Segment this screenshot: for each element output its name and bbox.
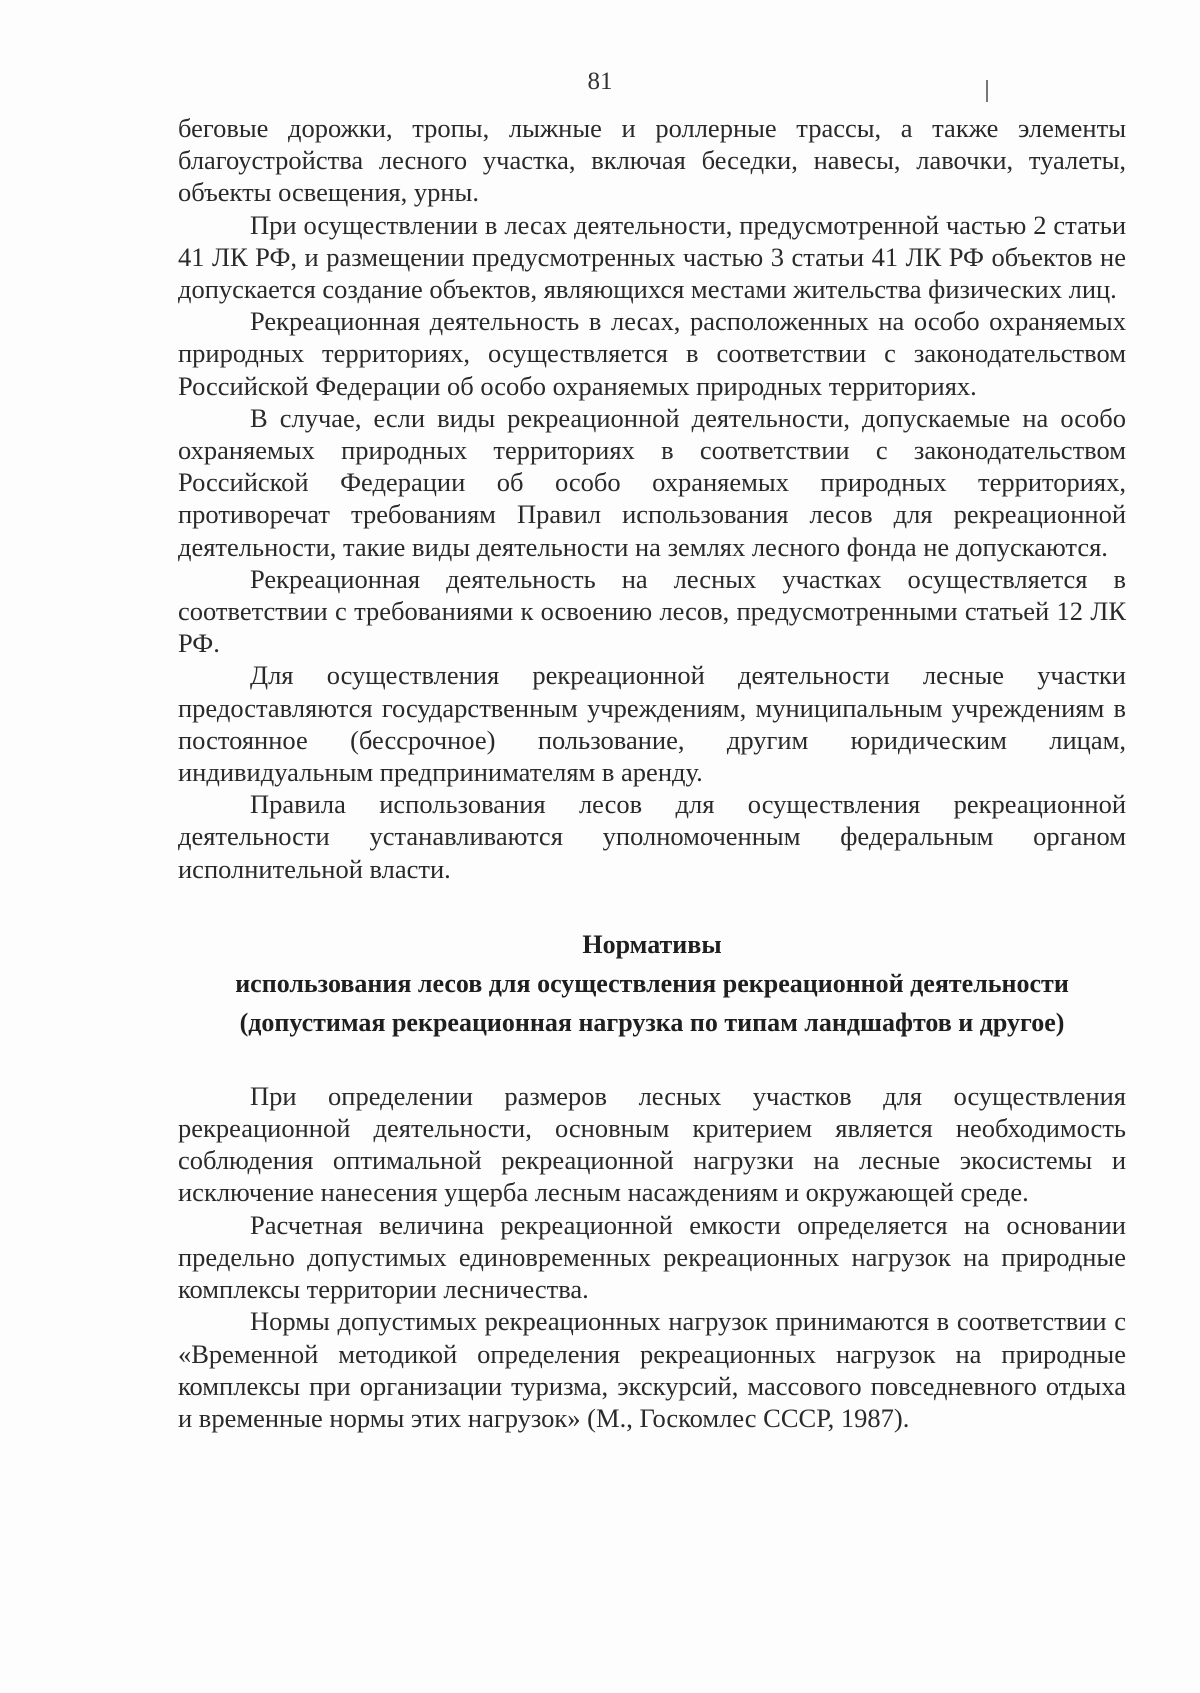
heading-subtitle: использования лесов для осуществления рекреационной деятельности [235, 968, 1069, 998]
section-heading [178, 925, 1126, 1042]
heading-title: Нормативы [582, 929, 722, 959]
paragraph-continuation: беговые дорожки, тропы, лыжные и роллерные трассы, а также элементы благоустройства лесного участка, включая беседки, навесы, лавочки, туалеты, объекты освещения, урны. [178, 113, 1126, 208]
paragraph: Расчетная величина рекреационной емкости определяется на основании предельно допустимых единовременных рекреационных нагрузок на природные комплексы территории лесничества. [178, 1209, 1126, 1305]
paragraph: Правила использования лесов для осуществления рекреационной деятельности устанавливаются уполномоченным федеральным органом исполнительной власти. [178, 789, 1126, 884]
paragraph: В случае, если виды рекреационной деятельности, допускаемые на особо охраняемых природных территориях в соответствии с законодательством Российской Федерации об особо охраняемых природных территориях, противоречат требованиям Правил использования лесов для рекреационной деятельности, такие виды деятельности на землях лесного фонда не допускаются. [178, 402, 1126, 562]
margin-mark [986, 80, 988, 102]
paragraph: Нормы допустимых рекреационных нагрузок принимаются в соответствии с «Временной методикой определения рекреационных нагрузок на природные комплексы при организации туризма, экскурсий, массового повседневного отдыха и временные нормы этих нагрузок» (М., Госкомлес СССР, 1987). [178, 1306, 1126, 1433]
paragraph: При определении размеров лесных участков для осуществления рекреационной деятельности, основным критерием является необходимость соблюдения оптимальной рекреационной нагрузки на лесные экосистемы и исключение нанесения ущерба лесным насаждениям и окружающей среде. [178, 1080, 1126, 1208]
paragraph: При осуществлении в лесах деятельности, предусмотренной частью 2 статьи 41 ЛК РФ, и размещении предусмотренных частью 3 статьи 41 ЛК РФ объектов не допускается создание объектов, являющихся местами жительства физических лиц. [178, 209, 1126, 305]
heading-note: (допустимая рекреационная нагрузка по типам ландшафтов и другое) [239, 1007, 1065, 1037]
page-body [178, 112, 1126, 1434]
page-number: 81 [587, 68, 613, 95]
paragraph: Для осуществления рекреационной деятельности лесные участки предоставляются государственным учреждениям, муниципальным учреждениям в постоянное (бессрочное) пользование, другим юридическим лицам, индивидуальным предпринимателям в аренду. [178, 660, 1126, 788]
paragraph: Рекреационная деятельность в лесах, расположенных на особо охраняемых природных территориях, осуществляется в соответствии с законодательством Российской Федерации об особо охраняемых природных территориях. [178, 306, 1126, 401]
paragraph: Рекреационная деятельность на лесных участках осуществляется в соответствии с требованиями к освоению лесов, предусмотренными статьей 12 ЛК РФ. [178, 563, 1126, 659]
